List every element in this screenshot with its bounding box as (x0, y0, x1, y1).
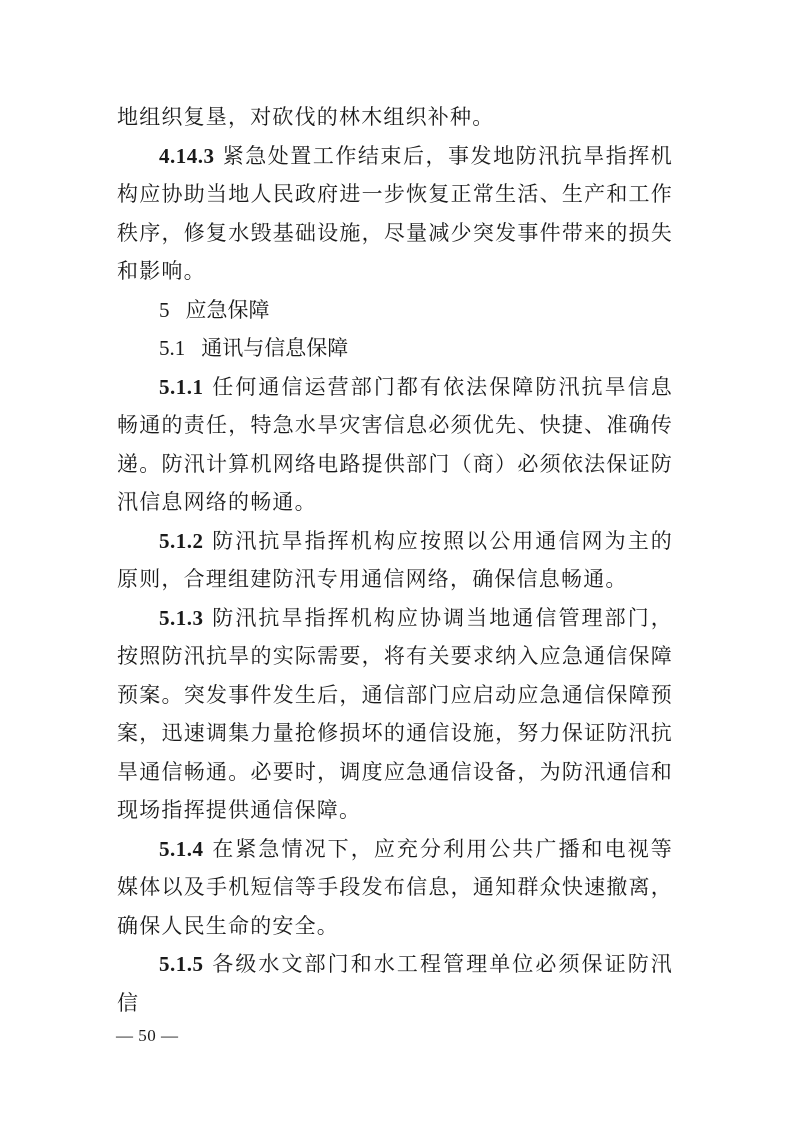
section-number: 5.1 (159, 336, 186, 360)
paragraph-5-1-3 (117, 599, 673, 830)
paragraph-text: 防汛抗旱指挥机构应协调当地通信管理部门，按照防汛抗旱的实际需要，将有关要求纳入应急通信保障预案。突发事件发生后，通信部门应启动应急通信保障预案，迅速调集力量抢修损坏的通信设施，努力保证防汛抗旱通信畅通。必要时，调度应急通信设备，为防汛通信和现场指挥提供通信保障。 (117, 605, 673, 822)
page-number: — 50 — (116, 1026, 179, 1045)
continuation-paragraph: 地组织复垦，对砍伐的林木组织补种。 (117, 105, 495, 129)
paragraph-text: 在紧急情况下，应充分利用公共广播和电视等媒体以及手机短信等手段发布信息，通知群众快速撤离，确保人民生命的安全。 (117, 836, 673, 938)
paragraph-5-1-2 (117, 522, 673, 599)
section-title: 通讯与信息保障 (201, 336, 349, 360)
paragraph-text: 防汛抗旱指挥机构应按照以公用通信网为主的原则，合理组建防汛专用通信网络，确保信息畅通。 (117, 528, 673, 591)
paragraph-5-1-4 (117, 830, 673, 946)
paragraph-number: 5.1.4 (159, 836, 204, 861)
paragraph-number: 5.1.3 (159, 605, 204, 630)
paragraph-text: 各级水文部门和水工程管理单位必须保证防汛信 (117, 952, 673, 1015)
document-body (117, 98, 673, 1022)
paragraph-4-14-3 (117, 137, 673, 291)
section-heading (117, 329, 673, 368)
paragraph-5-1-5 (117, 945, 673, 1022)
paragraph-number: 5.1.1 (159, 374, 204, 399)
paragraph-number: 4.14.3 (159, 143, 215, 168)
paragraph-number: 5.1.2 (159, 528, 204, 553)
paragraph-5-1-1 (117, 368, 673, 522)
chapter-heading (117, 291, 673, 330)
chapter-number: 5 (159, 297, 170, 322)
paragraph-text: 任何通信运营部门都有依法保障防汛抗旱信息畅通的责任，特急水旱灾害信息必须优先、快捷、准确传递。防汛计算机网络电路提供部门（商）必须依法保证防汛信息网络的畅通。 (117, 374, 673, 514)
chapter-title: 应急保障 (185, 297, 270, 322)
paragraph-number: 5.1.5 (159, 952, 204, 976)
paragraph-text: 紧急处置工作结束后，事发地防汛抗旱指挥机构应协助当地人民政府进一步恢复正常生活、生产和工作秩序，修复水毁基础设施，尽量减少突发事件带来的损失和影响。 (117, 143, 673, 283)
